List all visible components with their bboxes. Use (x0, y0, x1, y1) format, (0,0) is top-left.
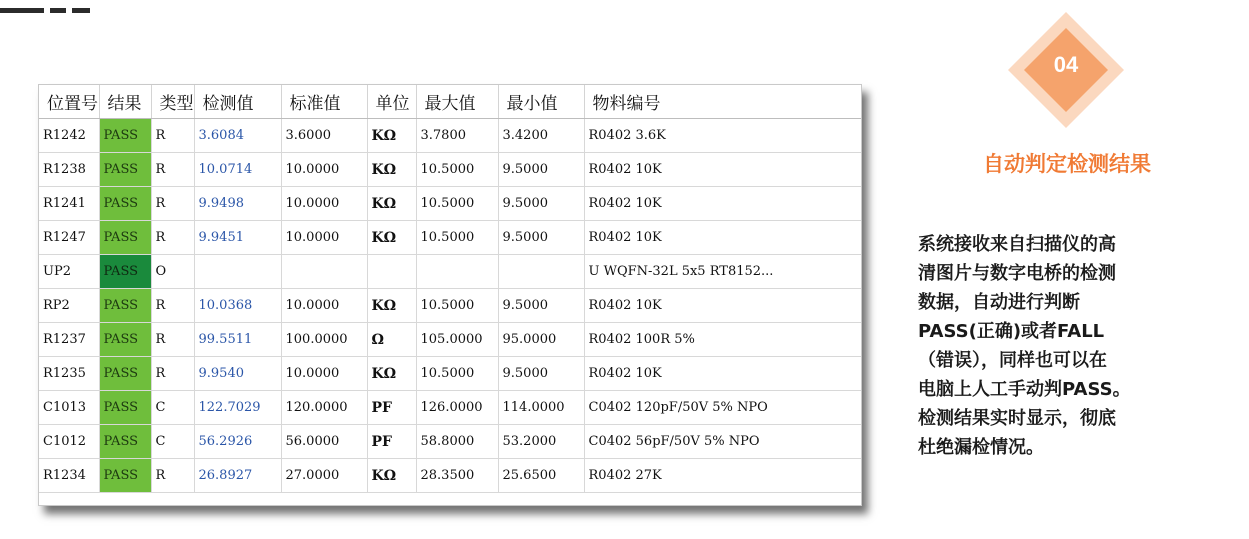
table-row[interactable] (39, 357, 861, 391)
description-line: 系统接收来自扫描仪的高 (918, 234, 1116, 255)
description-line: （错误），同样也可以在 (918, 350, 1107, 371)
cell-measured: 56.2926 (194, 425, 281, 459)
col-header-max[interactable]: 最大值 (416, 85, 498, 119)
cell-material: C0402 56pF/50V 5% NPO (584, 425, 861, 459)
section-title: 自动判定检测结果 (983, 152, 1151, 176)
cell-measured: 3.6084 (194, 119, 281, 153)
cell-measured: 122.7029 (194, 391, 281, 425)
cell-unit (367, 255, 416, 289)
cell-unit: KΩ (367, 119, 416, 153)
cell-material: R0402 10K (584, 221, 861, 255)
cell-position: RP2 (39, 289, 99, 323)
cell-max: 126.0000 (416, 391, 498, 425)
description-line: PASS(正确)或者FALL (918, 321, 1105, 342)
cell-type: R (151, 323, 194, 357)
table-row[interactable] (39, 153, 861, 187)
cell-type: R (151, 357, 194, 391)
table-row[interactable] (39, 459, 861, 493)
status-badge: PASS (99, 187, 151, 221)
col-header-type[interactable]: 类型 (151, 85, 194, 119)
cell-position: R1237 (39, 323, 99, 357)
cell-max: 3.7800 (416, 119, 498, 153)
table-row[interactable] (39, 119, 861, 153)
status-badge: PASS (99, 391, 151, 425)
table-header-row (39, 85, 861, 119)
cell-standard: 10.0000 (281, 221, 367, 255)
cell-max: 28.3500 (416, 459, 498, 493)
status-badge: PASS (99, 289, 151, 323)
cell-unit: KΩ (367, 153, 416, 187)
step-number: 04 (1053, 52, 1079, 77)
cell-position: C1012 (39, 425, 99, 459)
step-badge (1004, 8, 1128, 132)
cell-standard: 120.0000 (281, 391, 367, 425)
cell-measured: 26.8927 (194, 459, 281, 493)
cell-material: R0402 10K (584, 187, 861, 221)
cell-measured (194, 255, 281, 289)
cell-material: R0402 10K (584, 153, 861, 187)
cell-standard: 56.0000 (281, 425, 367, 459)
cell-unit: KΩ (367, 187, 416, 221)
col-header-unit[interactable]: 单位 (367, 85, 416, 119)
col-header-material[interactable]: 物料编号 (584, 85, 861, 119)
cell-measured: 9.9451 (194, 221, 281, 255)
cell-unit: KΩ (367, 221, 416, 255)
cell-unit: PF (367, 391, 416, 425)
cell-standard: 10.0000 (281, 153, 367, 187)
cell-material: R0402 3.6K (584, 119, 861, 153)
cell-position: R1234 (39, 459, 99, 493)
cell-min: 25.6500 (498, 459, 584, 493)
cell-min: 9.5000 (498, 289, 584, 323)
cell-position: R1235 (39, 357, 99, 391)
cell-max: 58.8000 (416, 425, 498, 459)
status-badge: PASS (99, 425, 151, 459)
cell-standard: 10.0000 (281, 289, 367, 323)
cell-material: U WQFN-32L 5x5 RT8152... (584, 255, 861, 289)
status-badge: PASS (99, 153, 151, 187)
table-row[interactable] (39, 221, 861, 255)
cell-standard: 27.0000 (281, 459, 367, 493)
cell-max: 10.5000 (416, 357, 498, 391)
cell-min: 9.5000 (498, 187, 584, 221)
table-row[interactable] (39, 289, 861, 323)
cell-type: C (151, 425, 194, 459)
cell-min: 114.0000 (498, 391, 584, 425)
table-row[interactable] (39, 391, 861, 425)
cell-position: R1242 (39, 119, 99, 153)
cell-type: R (151, 221, 194, 255)
cell-min (498, 255, 584, 289)
cell-material: R0402 10K (584, 357, 861, 391)
status-badge: PASS (99, 119, 151, 153)
cell-standard: 10.0000 (281, 187, 367, 221)
cell-type: R (151, 289, 194, 323)
cell-unit: Ω (367, 323, 416, 357)
status-badge: PASS (99, 357, 151, 391)
description-line: 检测结果实时显示，彻底 (918, 408, 1116, 429)
cell-unit: KΩ (367, 289, 416, 323)
cell-type: R (151, 153, 194, 187)
status-badge: PASS (99, 221, 151, 255)
col-header-min[interactable]: 最小值 (498, 85, 584, 119)
cell-measured: 9.9498 (194, 187, 281, 221)
cell-measured: 9.9540 (194, 357, 281, 391)
cell-standard (281, 255, 367, 289)
cell-type: C (151, 391, 194, 425)
status-badge: PASS (99, 323, 151, 357)
cell-position: C1013 (39, 391, 99, 425)
col-header-position[interactable]: 位置号 (39, 85, 99, 119)
cell-min: 9.5000 (498, 221, 584, 255)
cell-unit: KΩ (367, 459, 416, 493)
cell-max: 10.5000 (416, 289, 498, 323)
cell-measured: 99.5511 (194, 323, 281, 357)
cell-material: C0402 120pF/50V 5% NPO (584, 391, 861, 425)
cell-material: R0402 27K (584, 459, 861, 493)
description-line: 杜绝漏检情况。 (918, 437, 1044, 458)
col-header-standard[interactable]: 标准值 (281, 85, 367, 119)
cell-standard: 100.0000 (281, 323, 367, 357)
table-row[interactable] (39, 323, 861, 357)
table-row[interactable] (39, 425, 861, 459)
col-header-result[interactable]: 结果 (99, 85, 151, 119)
col-header-measured[interactable]: 检测值 (194, 85, 281, 119)
cell-measured: 10.0368 (194, 289, 281, 323)
corner-decoration (0, 0, 96, 14)
status-badge: PASS (99, 459, 151, 493)
table-row[interactable] (39, 255, 861, 289)
cell-position: R1241 (39, 187, 99, 221)
cell-measured: 10.0714 (194, 153, 281, 187)
cell-standard: 3.6000 (281, 119, 367, 153)
cell-type: R (151, 119, 194, 153)
cell-position: R1238 (39, 153, 99, 187)
cell-max: 10.5000 (416, 221, 498, 255)
cell-position: UP2 (39, 255, 99, 289)
cell-min: 53.2000 (498, 425, 584, 459)
cell-max: 105.0000 (416, 323, 498, 357)
cell-unit: KΩ (367, 357, 416, 391)
cell-type: R (151, 187, 194, 221)
cell-type: O (151, 255, 194, 289)
inspection-results-table (38, 84, 862, 506)
cell-unit: PF (367, 425, 416, 459)
cell-type: R (151, 459, 194, 493)
cell-standard: 10.0000 (281, 357, 367, 391)
description-line: 电脑上人工手动判PASS。 (918, 379, 1131, 400)
description (918, 230, 1213, 462)
description-line: 数据，自动进行判断 (918, 292, 1080, 313)
cell-position: R1247 (39, 221, 99, 255)
status-badge: PASS (99, 255, 151, 289)
cell-min: 95.0000 (498, 323, 584, 357)
cell-max (416, 255, 498, 289)
description-line: 清图片与数字电桥的检测 (918, 263, 1116, 284)
cell-max: 10.5000 (416, 187, 498, 221)
cell-material: R0402 10K (584, 289, 861, 323)
cell-min: 9.5000 (498, 357, 584, 391)
cell-min: 9.5000 (498, 153, 584, 187)
cell-max: 10.5000 (416, 153, 498, 187)
cell-min: 3.4200 (498, 119, 584, 153)
table-row[interactable] (39, 187, 861, 221)
cell-material: R0402 100R 5% (584, 323, 861, 357)
